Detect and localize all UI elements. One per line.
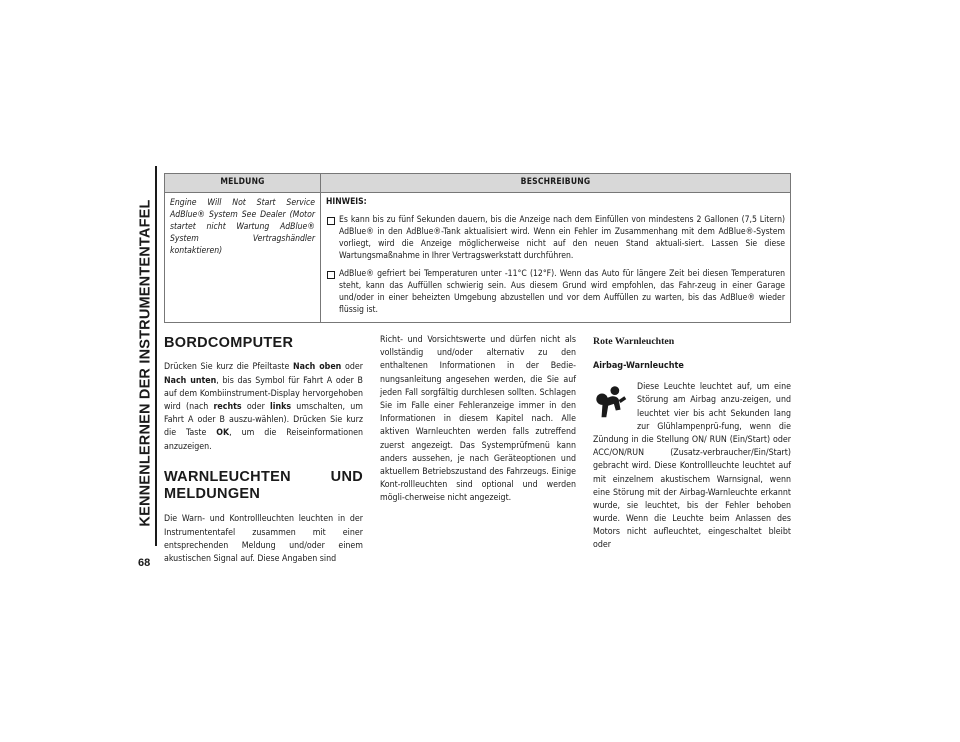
note-bullet [326, 214, 785, 262]
airbag-paragraph [593, 381, 791, 552]
text-column-middle [380, 334, 576, 505]
note-label: HINWEIS: [326, 197, 367, 207]
warnings-paragraph-2: Richt- und Vorsichtswerte und dürfen nicht als vollständig und/oder alternativ zu den enthaltenen Informationen in der Bedie-nungsanleitung angesehen werden, die Sie auf jeden Fall sorgfältig durchlesen sollten. Schlagen Sie im Falle einer Fehleranzeige immer in den Informationen in diesem Kapitel nach. Alle aktiven Warnleuchten werden falls zutreffend zuerst angezeigt. Das Systemprüfmenü kann anders aussehen, je nach Geräteoptionen und aktuellem Betriebszustand des Fahrzeugs. Einige Kont-rollleuchten sind optional und werden mögli-cherweise nicht angezeigt. [380, 335, 576, 504]
table-cell-message: Engine Will Not Start Service AdBlue® System See Dealer (Motor startet nicht Wartung AdBlue® System Vertragshändler kontaktieren) [165, 193, 321, 323]
text-run: , um die Reiseinformationen anzuzeigen. [164, 428, 363, 452]
key-down-label: Nach unten [164, 375, 217, 386]
subheading-red-lights: Rote Warnleuchten [593, 336, 675, 347]
table-row [165, 193, 791, 323]
table-header-description: BESCHREIBUNG [321, 174, 791, 193]
key-right-label: rechts [213, 401, 242, 412]
airbag-text: Diese Leuchte leuchtet auf, um eine Störung am Airbag anzu-zeigen, und leuchtet vier bis acht Sekunden lang zur Glühlampenprü-fung, wenn die Zündung in die Stellung ON/ RUN (Ein/Start) oder ACC/ON/RUN (Zusatz-verbraucher/Ein/Start) gebracht wird. Diese Kontrollleuchte leuchtet auf mit einzelnem akustischem Warnsignal, wenn eine Störung mit der Airbag-Warnleuchte erkannt wurde, sie leuchtet, bis der Fehler behoben wurde. Wenn die Leuchte beim Anlassen des Motors nicht aufleuchtet, eingeschaltet bleibt oder [593, 382, 791, 551]
table-header-message: MELDUNG [165, 174, 321, 193]
chapter-side-title [135, 180, 157, 545]
airbag-warning-icon [593, 383, 631, 421]
chapter-side-title-text: KENNENLERNEN DER INSTRUMENTENTAFEL [138, 198, 154, 527]
note-bullet-list [326, 214, 785, 316]
note-bullet-text: Es kann bis zu fünf Sekunden dauern, bis die Anzeige nach dem Einfüllen von mindestens 2 Gallonen (7,5 Litern) AdBlue® in den AdBlue®-Tank aktualisiert wird. Wenn ein Fehler im Zusammenhang mit dem AdBlue®-System vorliegt, wird die Anzeige möglicherweise nicht auf den neuen Stand aktuali-siert. Lassen Sie diese Wartungsmaßnahme in Ihrer Vertragswerkstatt durchführen. [339, 214, 785, 261]
square-bullet-icon [327, 217, 335, 225]
chapter-side-rule [155, 166, 157, 546]
table-header-row [165, 174, 791, 193]
table-cell-description [321, 193, 791, 323]
key-left-label: links [270, 401, 292, 412]
square-bullet-icon [327, 271, 335, 279]
subheading-airbag: Airbag-Warnleuchte [593, 360, 684, 371]
message-table [164, 173, 791, 323]
text-run: , bis das Symbol für Fahrt A oder B auf dem Kombiinstrument-Display hervorgehoben wird (nach [164, 375, 363, 412]
text-column-left [164, 335, 363, 566]
key-ok-label: OK [216, 428, 230, 439]
text-run: umschalten, um Fahrt A oder B auszu-wählen). Drücken Sie kurz die Taste [164, 401, 363, 439]
note-bullet [326, 268, 785, 316]
text-column-right [593, 335, 791, 553]
section-heading-warnings: WARNLEUCHTEN UND MELDUNGEN [164, 468, 363, 503]
section-heading-bordcomputer: BORDCOMPUTER [164, 335, 294, 351]
bordcomputer-paragraph [164, 361, 363, 453]
text-run: Drücken Sie kurz die Pfeiltaste [164, 362, 294, 373]
page-number: 68 [138, 557, 151, 569]
key-up-label: Nach oben [293, 362, 342, 373]
note-bullet-text: AdBlue® gefriert bei Temperaturen unter -11°C (12°F). Wenn das Auto für längere Zeit bei diesen Temperaturen steht, kann das Auffüllen schwierig sein. Aus diesem Grund wird empfohlen, das Fahr-zeug in einer Garage und/oder in einer beheizten Umgebung abzustellen und vor dem Auffüllen zu warten, bis das AdBlue® wieder flüssig ist. [339, 269, 785, 316]
warnings-paragraph-1: Die Warn- und Kontrollleuchten leuchten in der Instrumententafel zusammen mit einer entsprechenden Meldung und/oder einem akustischen Signal auf. Diese Angaben sind [164, 514, 363, 565]
text-run: oder [241, 401, 271, 412]
text-run: oder [341, 362, 363, 373]
